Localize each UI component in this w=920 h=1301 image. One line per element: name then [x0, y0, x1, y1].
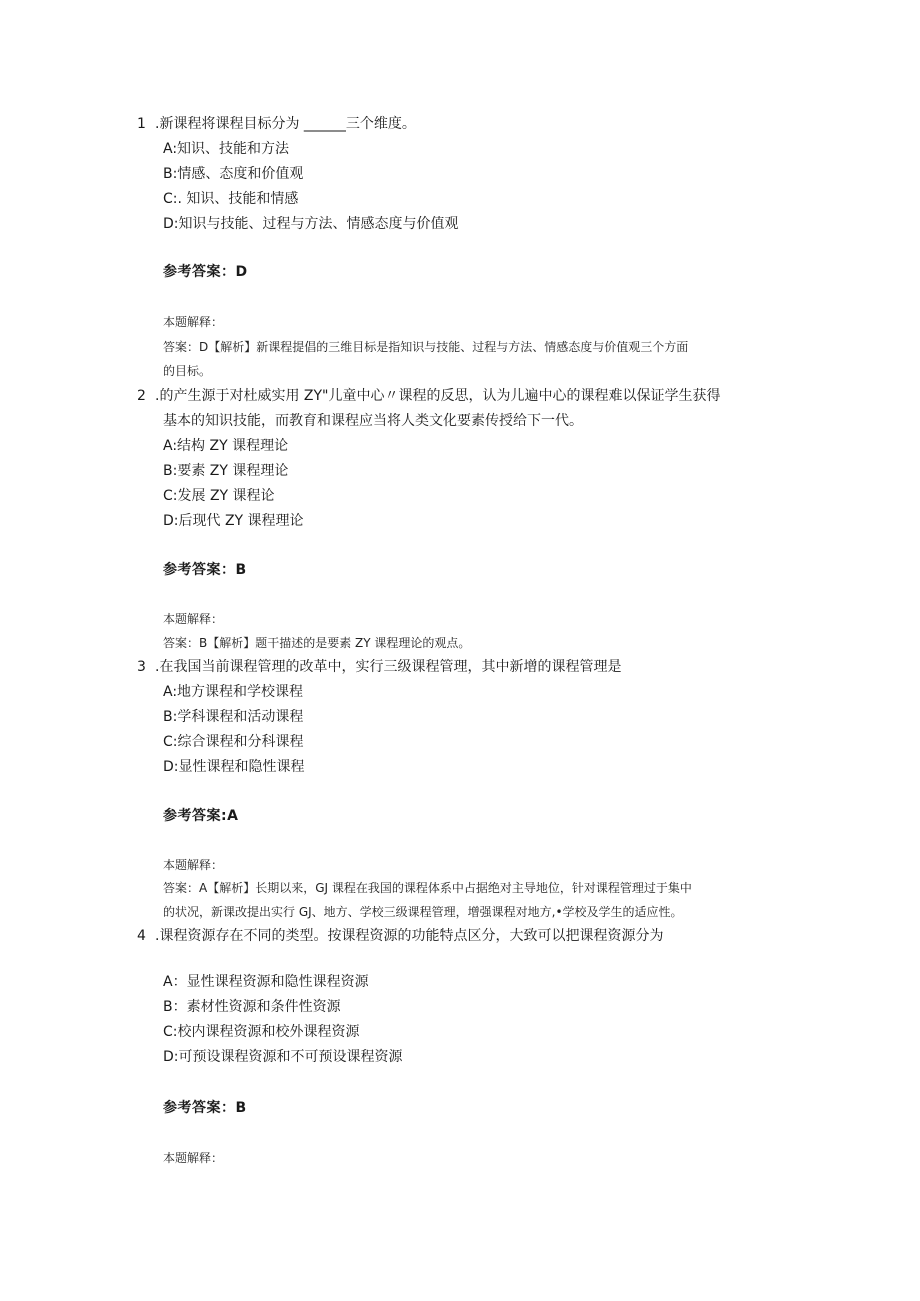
explanation-label: 本题解释：	[163, 315, 224, 329]
reference-answer: 参考答案：B	[163, 1100, 247, 1116]
option-b: B:情感、态度和价值观	[163, 166, 304, 182]
reference-answer: 参考答案：D	[163, 264, 248, 280]
option-d: D:后现代 ZY 课程理论	[163, 513, 304, 529]
reference-answer: 参考答案：B	[163, 562, 247, 578]
reference-answer: 参考答案:A	[163, 808, 239, 824]
option-b: B:要素 ZY 课程理论	[163, 463, 289, 479]
explanation-line: 的状况，新课改提出实行 GJ、地方、学校三级课程管理，增强课程对地方,•学校及学生的适应性。	[163, 905, 683, 919]
option-d: D:可预设课程资源和不可预设课程资源	[163, 1049, 403, 1065]
question-number: 1	[137, 116, 146, 132]
explanation-line: 答案：B【解析】题干描述的是要素 ZY 课程理论的观点。	[163, 636, 471, 650]
question-stem: .在我国当前课程管理的改革中，实行三级课程管理，其中新增的课程管理是	[155, 659, 622, 675]
option-d: D:知识与技能、过程与方法、情感态度与价值观	[163, 216, 459, 232]
option-c: C:. 知识、技能和情感	[163, 191, 299, 207]
option-a: A:知识、技能和方法	[163, 141, 290, 157]
option-a: A:结构 ZY 课程理论	[163, 438, 289, 454]
explanation-label: 本题解释：	[163, 1151, 224, 1165]
option-d: D:显性课程和隐性课程	[163, 759, 305, 775]
option-c: C:综合课程和分科课程	[163, 734, 304, 750]
option-a: A：显性课程资源和隐性课程资源	[163, 974, 369, 990]
question-number: 3	[137, 659, 146, 675]
option-b: B：素材性资源和条件性资源	[163, 999, 341, 1015]
option-c: C:校内课程资源和校外课程资源	[163, 1024, 360, 1040]
question-number: 4	[137, 928, 146, 944]
option-c: C:发展 ZY 课程论	[163, 488, 275, 504]
explanation-label: 本题解释：	[163, 612, 224, 626]
option-b: B:学科课程和活动课程	[163, 709, 304, 725]
explanation-line: 的目标。	[163, 364, 212, 378]
question-stem-continued: 基本的知识技能，而教育和课程应当将人类文化要素传授给下一代。	[163, 413, 583, 429]
explanation-label: 本题解释：	[163, 858, 224, 872]
question-stem: .课程资源存在不同的类型。按课程资源的功能特点区分，大致可以把课程资源分为	[155, 928, 664, 944]
question-number: 2	[137, 388, 146, 404]
explanation-line: 答案：A【解析】长期以来，GJ 课程在我国的课程体系中占据绝对主导地位，针对课程管理过于集中	[163, 881, 692, 895]
question-stem: .新课程将课程目标分为 ______三个维度。	[155, 116, 416, 132]
question-stem: .的产生源于对杜威实用 ZY"儿童中心〃课程的反思，认为儿遍中心的课程难以保证学生获得	[155, 388, 721, 404]
explanation-line: 答案：D【解析】新课程提倡的三维目标是指知识与技能、过程与方法、情感态度与价值观三个方面	[163, 340, 689, 354]
option-a: A:地方课程和学校课程	[163, 684, 304, 700]
